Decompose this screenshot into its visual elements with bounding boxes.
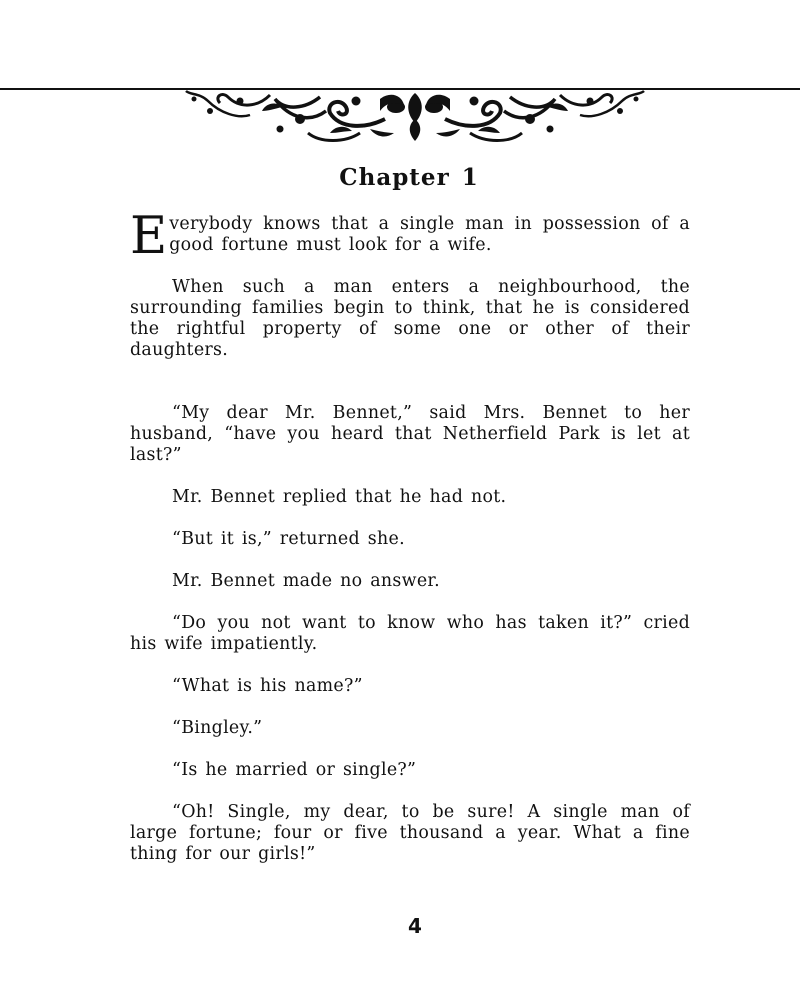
paragraph: “Oh! Single, my dear, to be sure! A single man of large fortune; four or five thousand a year. What a fine thing for our girls!”: [130, 802, 690, 864]
paragraph-opening: [130, 207, 690, 266]
drop-cap: E: [130, 207, 168, 266]
paragraph: “What is his name?”: [172, 676, 363, 696]
paragraph: “My dear Mr. Bennet,” said Mrs. Bennet to her husband, “have you heard that Netherfield Park is let at last?”: [130, 403, 690, 465]
page-number: 4: [408, 914, 422, 938]
paragraph: “But it is,” returned she.: [172, 529, 405, 549]
body-text: [130, 207, 690, 886]
paragraph: Mr. Bennet made no answer.: [172, 571, 440, 591]
paragraph-opening-text: verybody knows that a single man in possession of a good fortune must look for a wife.: [169, 214, 690, 255]
paragraph: Mr. Bennet replied that he had not.: [172, 487, 507, 507]
paragraph: “Do you not want to know who has taken it?” cried his wife impatiently.: [130, 613, 690, 654]
paragraph: “Is he married or single?”: [172, 760, 417, 780]
floral-scroll-ornament-icon: [180, 89, 650, 145]
chapter-title: Chapter 1: [339, 164, 479, 191]
paragraph: When such a man enters a neighbourhood, the surrounding families begin to think, that he is considered the rightful property of some one or other of their daughters.: [130, 277, 690, 360]
paragraph: “Bingley.”: [172, 718, 263, 738]
